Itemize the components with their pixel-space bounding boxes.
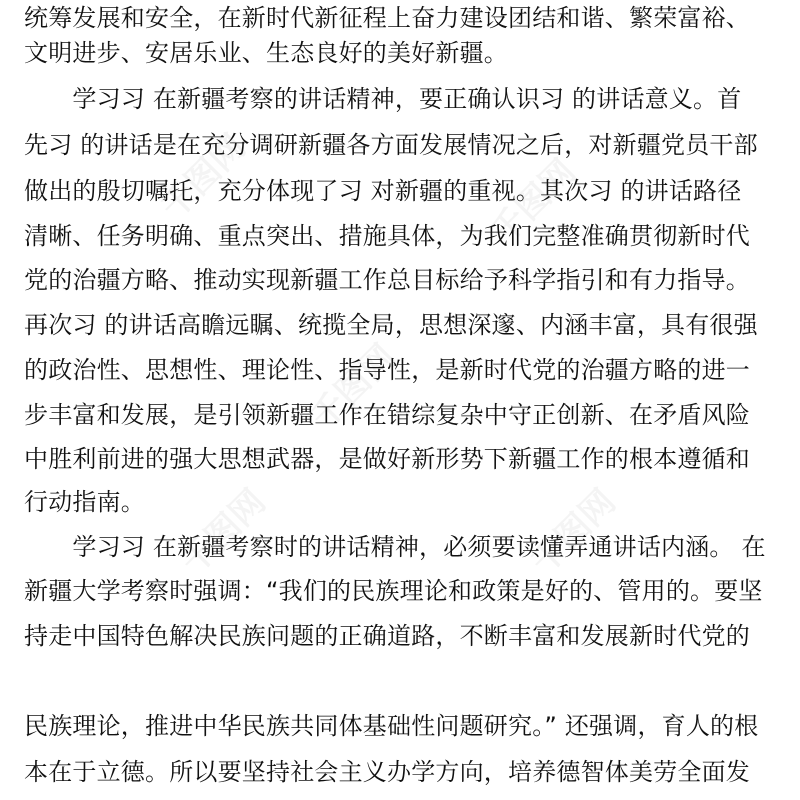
text-line: 文明进步、安居乐业、生态良好的美好新疆。 — [24, 39, 508, 67]
text-line: 统筹发展和安全，在新时代新征程上奋力建设团结和谐、繁荣富裕、 — [24, 4, 750, 32]
watermark: 千图网 — [483, 151, 584, 253]
text-line: 再次习 的讲话高瞻远瞩、统揽全局，思想深邃、内涵丰富，具有很强 — [24, 311, 758, 339]
text-line: 学习习 在新疆考察时的讲话精神，必须要读懂弄通讲话内涵。 在 — [24, 533, 766, 561]
watermark: 千图网 — [153, 126, 254, 228]
watermark: 千图网 — [523, 481, 624, 583]
text-line: 清晰、任务明确、重点突出、措施具体，为我们完整准确贯彻新时代 — [24, 222, 750, 250]
text-line: 本在于立德。所以要坚持社会主义办学方向，培养德智体美劳全面发 — [24, 758, 750, 786]
watermark: 千图网 — [303, 336, 404, 438]
text-line: 新疆大学考察时强调：“我们的民族理论和政策是好的、管用的。要坚 — [24, 577, 763, 605]
text-line: 行动指南。 — [24, 488, 145, 516]
text-line: 中胜利前进的强大思想武器，是做好新形势下新疆工作的根本遵循和 — [24, 445, 750, 473]
text-line: 的政治性、思想性、理论性、指导性，是新时代党的治疆方略的进一 — [24, 356, 750, 384]
text-line: 做出的殷切嘱托，充分体现了习 对新疆的重视。其次习 的讲话路径 — [24, 177, 742, 205]
text-line: 党的治疆方略、推动实现新疆工作总目标给予科学指引和有力指导。 — [24, 266, 750, 294]
text-line: 持走中国特色解决民族问题的正确道路，不断丰富和发展新时代党的 — [24, 622, 750, 650]
text-line: 先习 的讲话是在充分调研新疆各方面发展情况之后，对新疆党员干部 — [24, 131, 758, 159]
text-line: 学习习 在新疆考察的讲话精神，要正确认识习 的讲话意义。首 — [24, 85, 742, 113]
text-line: 民族理论，推进中华民族共同体基础性问题研究。” 还强调，育人的根 — [24, 712, 759, 740]
watermark: 千图网 — [173, 481, 274, 583]
text-line: 步丰富和发展，是引领新疆工作在错综复杂中守正创新、在矛盾风险 — [24, 401, 750, 429]
